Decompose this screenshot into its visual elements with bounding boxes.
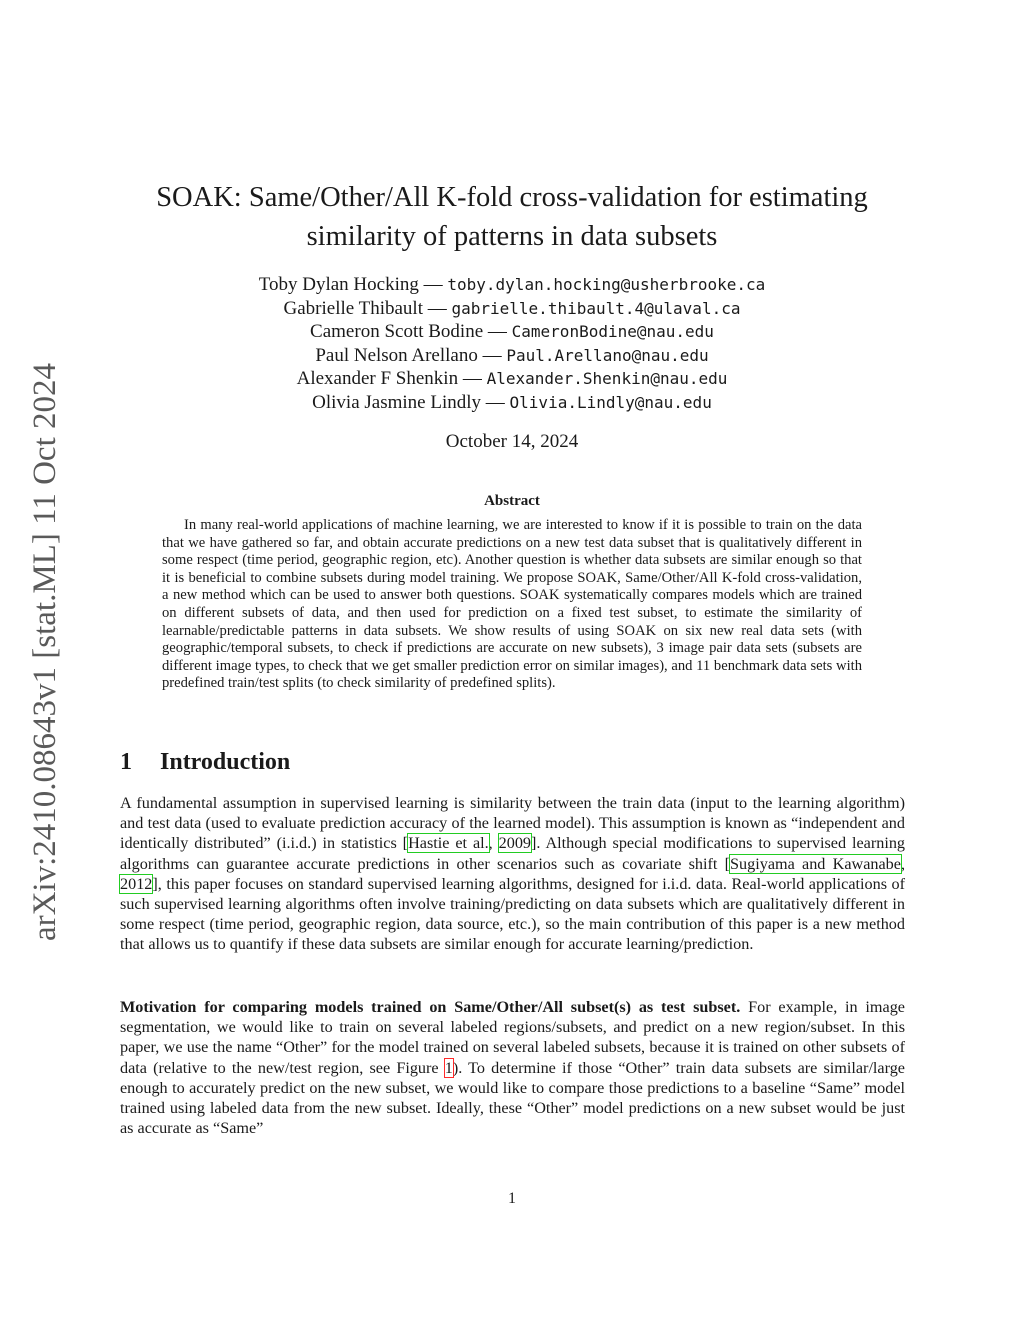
author-email[interactable]: gabrielle.thibault.4@ulaval.ca xyxy=(451,298,741,318)
author-line: Cameron Scott Bodine — CameronBodine@nau.edu xyxy=(310,321,714,342)
citation-link[interactable]: 2012 xyxy=(120,874,153,893)
author-line: Toby Dylan Hocking — toby.dylan.hocking@usherbrooke.ca xyxy=(258,274,766,295)
section-title: Introduction xyxy=(160,749,291,775)
publication-date: October 14, 2024 xyxy=(445,431,579,452)
citation-link[interactable]: Hastie et al. xyxy=(408,834,489,853)
author-email[interactable]: CameronBodine@nau.edu xyxy=(511,322,714,341)
author-list xyxy=(100,273,924,414)
author-line: Paul Nelson Arellano — Paul.Arellano@nau.edu xyxy=(315,344,709,366)
author-email[interactable]: toby.dylan.hocking@usherbrooke.ca xyxy=(447,275,766,294)
citation-link[interactable]: Sugiyama and Kawanabe xyxy=(730,854,901,873)
page-number: 1 xyxy=(508,1190,516,1207)
intro-paragraph-2: Motivation for comparing models trained on Same/Other/All subset(s) as test subset. For example, in image segmentation, we would like to train on several labeled regions/subsets, and predict on a new region/subset. In this paper, we use the name “Other” for the model trained on several labeled subsets, because it is trained on other subsets of data (relative to the new/test region, see Figure 1). To determine if those “Other” train data subsets are similar/large enough to accurately predict on the new subset, we would like to compare those predictions to a baseline “Same” model trained using labeled data from the new subset. Ideally, these “Other” model predictions on a new subset would be just as accurate as “Same” xyxy=(120,998,905,1138)
author-email[interactable]: Paul.Arellano@nau.edu xyxy=(506,345,709,365)
abstract-text: In many real-world applications of machine learning, we are interested to know if it is possible to train on the data that we have gathered so far, and obtain accurate predictions on a new test data subset that is qualitatively different in some respect (time period, geographic region, etc). Another question is whether data subsets are similar enough so that it is beneficial to combine subsets during model training. We propose SOAK, Same/Other/All K-fold cross-validation, a new method which can be used to answer both questions. SOAK systematically compares models which are trained on different subsets of data, and then used for prediction on a fixed test subset, to estimate the similarity of learnable/predictable patterns in data subsets. We show results of using SOAK on six new real data sets (with geographic/temporal subsets, to check if predictions are accurate on new subsets), 3 image pair data sets (subsets are different image types, to check that we get smaller prediction error on similar images), and 11 benchmark data sets with predefined train/test splits (to check similarity of predefined splits). xyxy=(162,517,862,692)
figure-ref-link[interactable]: 1 xyxy=(444,1058,453,1077)
citation-link[interactable]: 2009 xyxy=(498,834,532,853)
author-line: Alexander F Shenkin — Alexander.Shenkin@nau.edu xyxy=(296,368,728,389)
author-line: Olivia Jasmine Lindly — Olivia.Lindly@nau.edu xyxy=(312,391,712,413)
abstract-heading: Abstract xyxy=(484,493,540,509)
arxiv-sidebar-stamp: arXiv:2410.08643v1 [stat.ML] 11 Oct 2024 xyxy=(27,362,63,942)
section-heading xyxy=(120,749,520,776)
author-email[interactable]: Alexander.Shenkin@nau.edu xyxy=(486,369,728,388)
paper-title: SOAK: Same/Other/All K-fold cross-validation for estimating similarity of patterns in data subsets xyxy=(156,182,868,252)
author-line: Gabrielle Thibault — gabrielle.thibault.4@ulaval.ca xyxy=(283,297,741,319)
section-number: 1 xyxy=(120,749,132,775)
intro-paragraph-1: A fundamental assumption in supervised learning is similarity between the train data (input to the learning algorithm) and test data (used to evaluate prediction accuracy of the learned model). This assumption is known as “independent and identically distributed” (i.i.d.) in statistics [Hastie et al., 2009]. Although special modifications to supervised learning algorithms can guarantee accurate predictions in other scenarios such as covariate shift [Sugiyama and Kawanabe, 2012], this paper focuses on standard supervised learning algorithms, designed for i.i.d. data. Real-world applications of such supervised learning algorithms often involve training/predicting on data subsets which are qualitatively different in some respect (time period, geographic region, data source, etc.), so the main contribution of this paper is a new method that allows us to quantify if these data subsets are similar enough for accurate learning/prediction. xyxy=(120,794,906,954)
paragraph-runin-heading: Motivation for comparing models trained on Same/Other/All subset(s) as test subset. xyxy=(120,998,741,1016)
author-email[interactable]: Olivia.Lindly@nau.edu xyxy=(509,392,712,412)
